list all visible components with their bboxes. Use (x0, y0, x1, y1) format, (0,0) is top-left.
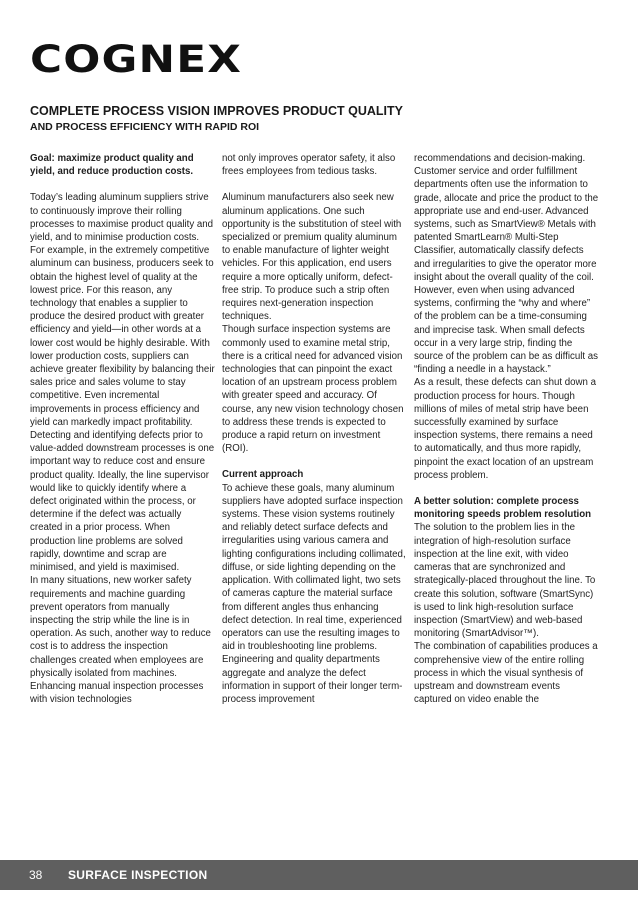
page-footer (0, 860, 638, 890)
article-subheadline: AND PROCESS EFFICIENCY WITH RAPID ROI (30, 121, 260, 133)
paragraph: Today’s leading aluminum suppliers strive to continuously improve their rolling processes to maximise product quality and yield, and to minimise production costs. For example, in the extremely competitive aluminum can business, producers seek to obtain the highest level of quality at the lowest price. For this reason, any technology that enables a supplier to produce the desired product with greater efficiency and yield—in other words at a lower cost would be highly desirable. With lower production costs, suppliers can achieve greater flexibility by balancing their sales price and sales volume to stay competitive. Even incremental improvements in process efficiency and yield can markedly impact profitability. (30, 192, 215, 428)
paragraph: In many situations, new worker safety requirements and machine guarding prevent operators from manually inspecting the strip while the line is in operation. As such, another way to reduce cost is to address the inspection challenges created when employees are physically isolated from machines. Enhancing manual inspection processes with vision technologies (30, 575, 211, 706)
current-approach-heading: Current approach (222, 469, 304, 481)
paragraph: not only improves operator safety, it also frees employees from tedious tasks. (222, 153, 396, 178)
paragraph: The solution to the problem lies in the integration of high-resolution surface inspection at the line exit, with video cameras that are synchronized and strategically-placed throughout the line. To create this solution, software (SmartSync) is used to link high-resolution surface inspection (SmartView) and web-based monitoring (SmartAdvisor™). (414, 522, 596, 640)
text-column-1 (30, 152, 215, 706)
cognex-logo: COGNEX (30, 38, 243, 81)
paragraph: The combination of capabilities produces a comprehensive view of the entire rolling process in which the visual synthesis of upstream and downstream events captured on video enable the (414, 641, 598, 706)
paragraph: As a result, these defects can shut down a production process for hours. Though millions of miles of metal strip have been successfully examined by surface inspection systems, there remains a need to automatically, and thus more rapidly, pinpoint the exact location of an upstream process problem. (414, 377, 597, 481)
paragraph: recommendations and decision-making. Customer service and order fulfillment departments often use the information to grade, allocate and price the product to the appropriate use and end-user. Advanced systems, such as SmartView® Metals with patented SmartLearn® Multi-Step Classifier, automatically classify defects and irregularities to give the operator more insight about the overall quality of the coil. However, even when using advanced systems, confirming the “why and where” of the problem can be a time-consuming and imprecise task. When small defects occur in a very large strip, finding the source of the problem can be as difficult as “finding a needle in a haystack.” (414, 153, 599, 376)
paragraph: Detecting and identifying defects prior to value-added downstream processes is one important way to reduce cost and ensure product quality. Ideally, the line supervisor would like to quickly identify where a defect originated within the process, or determine if the defect was actually created in a prior process. When production line problems are solved rapidly, downtime and scrap are minimised, and yield is maximised. (30, 430, 215, 574)
paragraph: To achieve these goals, many aluminum suppliers have adopted surface inspection systems. These vision systems routinely and reliably detect surface defects and irregularities using various camera and lighting configurations including collimated, diffuse, or side lighting depending on the application. With collimated light, two sets of cameras capture the material surface from different angles thus enhancing defect detection. In real time, experienced operators can use the resulting images to aid in troubleshooting line problems. (222, 482, 406, 653)
section-title: SURFACE INSPECTION (68, 868, 208, 882)
goal-heading: Goal: maximize product quality and yield, and reduce production costs. (30, 153, 194, 178)
paragraph: Though surface inspection systems are commonly used to examine metal strip, there is a critical need for advanced vision technologies that can pinpoint the exact location of an upstream process problem with greater speed and accuracy. Of course, any new vision technology chosen to address these trends is expected to produce a rapid return on investment (ROI). (222, 324, 404, 455)
better-solution-heading: A better solution: complete process monitoring speeds problem resolution (414, 496, 592, 521)
paragraph: Aluminum manufacturers also seek new aluminum applications. One such opportunity is the substitution of steel with specialized or premium quality aluminum to enable manufacture of lighter weight vehicles. For this application, end users require a more optically uniform, defect-free strip. To produce such a strip often requires next-generation inspection techniques. (222, 192, 402, 323)
paragraph: Engineering and quality departments aggregate and analyze the defect information in support of their longer term-process improvement (222, 654, 403, 705)
text-column-3 (414, 152, 599, 706)
article-headline: COMPLETE PROCESS VISION IMPROVES PRODUCT QUALITY (30, 104, 403, 118)
page-number: 38 (29, 868, 43, 882)
text-column-2 (222, 152, 407, 706)
